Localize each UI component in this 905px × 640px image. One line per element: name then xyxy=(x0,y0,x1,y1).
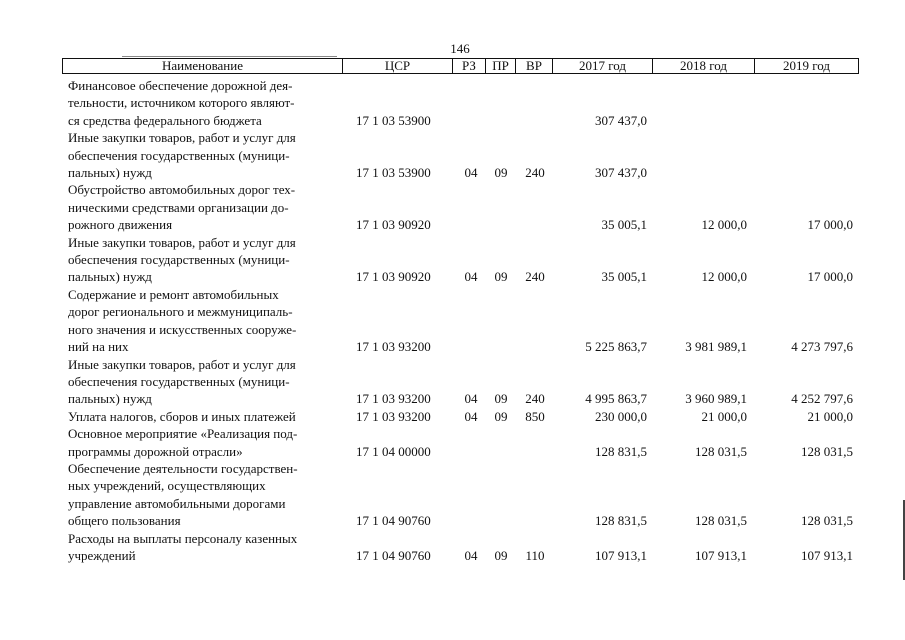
row-value-2017: 307 437,0 xyxy=(595,165,647,181)
row-value-2018: 3 960 989,1 xyxy=(685,391,747,407)
row-name-line: тельности, источником которого являют- xyxy=(68,95,295,111)
row-name-line: ническими средствами организации до- xyxy=(68,199,289,215)
row-vr: 240 xyxy=(525,391,545,407)
header-2017: 2017 год xyxy=(553,59,653,73)
row-value-2018: 21 000,0 xyxy=(701,408,747,424)
row-rz: 04 xyxy=(464,408,478,424)
row-value-2017: 4 995 863,7 xyxy=(585,391,647,407)
row-value-2019: 21 000,0 xyxy=(807,408,853,424)
row-name xyxy=(68,460,338,530)
row-name-line: Расходы на выплаты персоналу казенных xyxy=(68,530,298,546)
row-value-2019: 17 000,0 xyxy=(807,269,853,285)
row-value-2018: 12 000,0 xyxy=(701,269,747,285)
header-csr: ЦСР xyxy=(343,59,453,73)
row-csr: 17 1 03 53900 xyxy=(356,112,431,128)
row-name-line: общего пользования xyxy=(68,513,181,529)
table-body xyxy=(0,77,905,564)
row-name-line: Содержание и ремонт автомобильных xyxy=(68,286,279,302)
row-name-line: учреждений xyxy=(68,547,136,563)
row-csr: 17 1 03 90920 xyxy=(356,217,431,233)
table-row xyxy=(0,77,905,129)
row-value-2018: 107 913,1 xyxy=(695,547,747,563)
row-name xyxy=(68,286,338,356)
row-pr: 09 xyxy=(494,391,508,407)
table-header xyxy=(62,58,859,74)
table-row xyxy=(0,181,905,233)
row-csr: 17 1 04 90760 xyxy=(356,513,431,529)
row-name xyxy=(68,234,338,286)
row-value-2018: 3 981 989,1 xyxy=(685,339,747,355)
table-row xyxy=(0,129,905,181)
row-name-line: программы дорожной отрасли» xyxy=(68,443,243,459)
row-value-2018: 128 031,5 xyxy=(695,513,747,529)
row-name xyxy=(68,129,338,181)
row-name-line: ний на них xyxy=(68,339,129,355)
table-row xyxy=(0,234,905,286)
row-csr: 17 1 03 90920 xyxy=(356,269,431,285)
row-name-line: управление автомобильными дорогами xyxy=(68,495,286,511)
row-value-2017: 35 005,1 xyxy=(601,217,647,233)
row-name-line: пальных) нужд xyxy=(68,269,152,285)
table-row xyxy=(0,530,905,565)
row-name-line: Финансовое обеспечение дорожной дея- xyxy=(68,78,293,93)
row-name xyxy=(68,408,338,425)
table-row xyxy=(0,356,905,408)
header-name: Наименование xyxy=(63,59,343,73)
row-name-line: Обустройство автомобильных дорог тех- xyxy=(68,182,296,198)
row-vr: 850 xyxy=(525,408,545,424)
row-value-2017: 307 437,0 xyxy=(595,112,647,128)
row-csr: 17 1 03 93200 xyxy=(356,391,431,407)
row-name-line: пальных) нужд xyxy=(68,165,152,181)
row-name-line: обеспечения государственных (муници- xyxy=(68,252,290,268)
table-row xyxy=(0,460,905,530)
row-name xyxy=(68,356,338,408)
row-name-line: Уплата налогов, сборов и иных платежей xyxy=(68,408,296,424)
row-csr: 17 1 03 93200 xyxy=(356,408,431,424)
table-row xyxy=(0,425,905,460)
row-vr: 110 xyxy=(525,547,545,563)
row-name xyxy=(68,77,338,129)
row-value-2017: 107 913,1 xyxy=(595,547,647,563)
row-value-2019: 17 000,0 xyxy=(807,217,853,233)
row-name-line: Обеспечение деятельности государствен- xyxy=(68,460,298,476)
row-name-line: дорог регионального и межмуниципаль- xyxy=(68,304,293,320)
row-rz: 04 xyxy=(464,391,478,407)
header-2019: 2019 год xyxy=(783,58,830,73)
row-pr: 09 xyxy=(494,269,508,285)
page-number: 146 xyxy=(450,41,470,56)
row-name-line: обеспечения государственных (муници- xyxy=(68,147,290,163)
row-rz: 04 xyxy=(464,547,478,563)
row-vr: 240 xyxy=(525,269,545,285)
row-value-2019: 128 031,5 xyxy=(801,443,853,459)
row-csr: 17 1 04 00000 xyxy=(356,443,431,459)
row-pr: 09 xyxy=(494,408,508,424)
row-name-line: ся средства федерального бюджета xyxy=(68,112,262,128)
table-row xyxy=(0,408,905,425)
row-value-2017: 230 000,0 xyxy=(595,408,647,424)
row-value-2018: 128 031,5 xyxy=(695,443,747,459)
row-name xyxy=(68,181,338,233)
row-value-2018: 12 000,0 xyxy=(701,217,747,233)
row-name-line: Иные закупки товаров, работ и услуг для xyxy=(68,356,296,372)
row-value-2017: 128 831,5 xyxy=(595,443,647,459)
header-rz: РЗ xyxy=(453,59,486,73)
row-csr: 17 1 04 90760 xyxy=(356,547,431,563)
row-csr: 17 1 03 53900 xyxy=(356,165,431,181)
row-csr: 17 1 03 93200 xyxy=(356,339,431,355)
row-name-line: ного значения и искусственных сооруже- xyxy=(68,321,297,337)
table-row xyxy=(0,286,905,356)
row-rz: 04 xyxy=(464,165,478,181)
header-vr: ВР xyxy=(516,59,553,73)
row-value-2019: 107 913,1 xyxy=(801,547,853,563)
row-name-line: Иные закупки товаров, работ и услуг для xyxy=(68,234,296,250)
header-pr: ПР xyxy=(486,59,516,73)
row-vr: 240 xyxy=(525,165,545,181)
row-name-line: рожного движения xyxy=(68,217,173,233)
row-name xyxy=(68,425,338,460)
row-name-line: обеспечения государственных (муници- xyxy=(68,373,290,389)
row-name-line: пальных) нужд xyxy=(68,391,152,407)
row-value-2019: 4 273 797,6 xyxy=(791,339,853,355)
row-name-line: Иные закупки товаров, работ и услуг для xyxy=(68,130,296,146)
row-pr: 09 xyxy=(494,547,508,563)
row-rz: 04 xyxy=(464,269,478,285)
row-name-line: ных учреждений, осуществляющих xyxy=(68,478,266,494)
row-name xyxy=(68,530,338,565)
row-value-2017: 35 005,1 xyxy=(601,269,647,285)
header-2018: 2018 год xyxy=(653,59,755,73)
row-pr: 09 xyxy=(494,165,508,181)
row-value-2019: 128 031,5 xyxy=(801,513,853,529)
row-value-2017: 5 225 863,7 xyxy=(585,339,647,355)
top-rule xyxy=(122,56,337,57)
row-value-2017: 128 831,5 xyxy=(595,513,647,529)
row-value-2019: 4 252 797,6 xyxy=(791,391,853,407)
row-name-line: Основное мероприятие «Реализация под- xyxy=(68,426,298,442)
